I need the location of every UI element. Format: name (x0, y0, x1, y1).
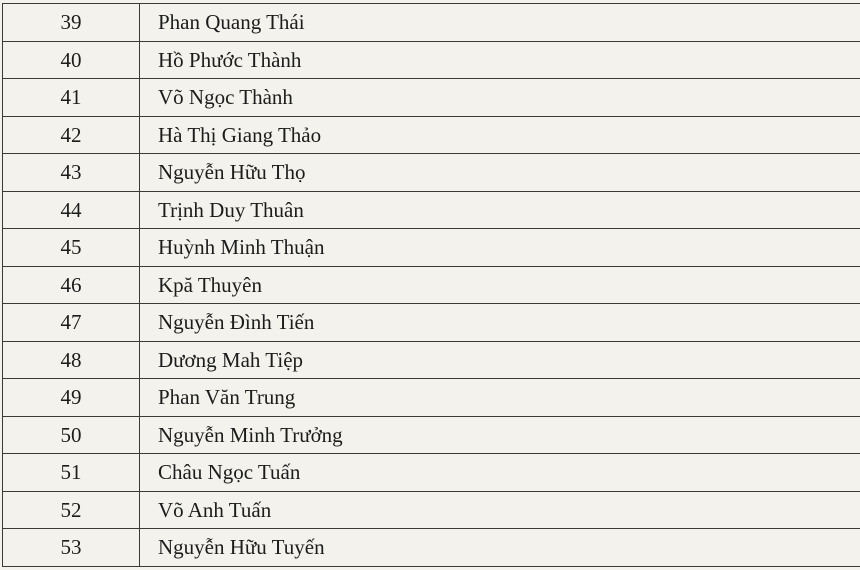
table-row (3, 79, 860, 117)
names-table-body (3, 4, 860, 567)
table-row (3, 266, 860, 304)
row-name: Hồ Phước Thành (140, 41, 860, 79)
table-row (3, 529, 860, 567)
table-row (3, 304, 860, 342)
row-name: Hà Thị Giang Thảo (140, 116, 860, 154)
row-name: Nguyễn Hữu Tuyến (140, 529, 860, 567)
table-row (3, 341, 860, 379)
row-number: 52 (3, 491, 140, 529)
table-row (3, 191, 860, 229)
row-number: 45 (3, 229, 140, 267)
row-number: 47 (3, 304, 140, 342)
row-number: 40 (3, 41, 140, 79)
row-name: Huỳnh Minh Thuận (140, 229, 860, 267)
row-name: Châu Ngọc Tuấn (140, 454, 860, 492)
row-name: Kpă Thuyên (140, 266, 860, 304)
table-row (3, 454, 860, 492)
row-number: 42 (3, 116, 140, 154)
row-name: Trịnh Duy Thuân (140, 191, 860, 229)
row-number: 48 (3, 341, 140, 379)
row-number: 53 (3, 529, 140, 567)
table-row (3, 416, 860, 454)
row-name: Võ Ngọc Thành (140, 79, 860, 117)
row-number: 39 (3, 4, 140, 42)
row-name: Phan Quang Thái (140, 4, 860, 42)
row-name: Nguyễn Hữu Thọ (140, 154, 860, 192)
table-row (3, 41, 860, 79)
table-row (3, 229, 860, 267)
row-name: Nguyễn Đình Tiến (140, 304, 860, 342)
table-row (3, 154, 860, 192)
row-name: Phan Văn Trung (140, 379, 860, 417)
table-row (3, 4, 860, 42)
row-number: 41 (3, 79, 140, 117)
table-row (3, 379, 860, 417)
row-name: Dương Mah Tiệp (140, 341, 860, 379)
table-row (3, 491, 860, 529)
row-name: Nguyễn Minh Trưởng (140, 416, 860, 454)
row-number: 44 (3, 191, 140, 229)
names-table (2, 3, 860, 567)
row-number: 50 (3, 416, 140, 454)
row-name: Võ Anh Tuấn (140, 491, 860, 529)
row-number: 51 (3, 454, 140, 492)
table-row (3, 116, 860, 154)
row-number: 43 (3, 154, 140, 192)
row-number: 46 (3, 266, 140, 304)
row-number: 49 (3, 379, 140, 417)
